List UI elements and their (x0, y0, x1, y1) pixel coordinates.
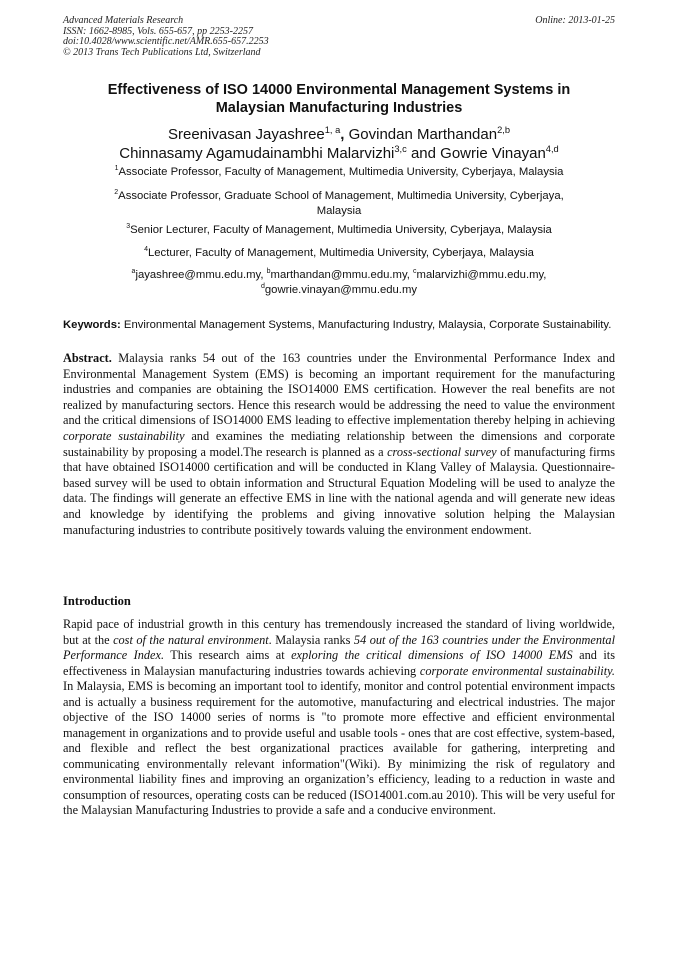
affiliation-text: Lecturer, Faculty of Management, Multimedia University, Cyberjaya, Malaysia (147, 247, 534, 259)
author-name: Sreenivasan Jayashree (168, 126, 325, 143)
email-list (40, 268, 638, 298)
email-sup: b (266, 268, 271, 276)
abstract-label: Abstract. (63, 351, 112, 365)
journal-name: Advanced Materials Research (63, 15, 184, 26)
keywords-text: Environmental Management Systems, Manufacturing Industry, Malaysia, Corporate Sustainability. (120, 319, 612, 331)
affiliation-text: Senior Lecturer, Faculty of Management, Multimedia University, Cyberjaya, Malaysia (130, 224, 552, 236)
intro-emphasis: corporate environmental sustainability. (419, 663, 615, 678)
email-sup: c (413, 268, 417, 276)
keywords-label: Keywords: (63, 319, 121, 331)
author-line-2 (40, 144, 638, 163)
paper-title (63, 81, 615, 117)
affiliation-text: Associate Professor, Faculty of Management, Multimedia University, Cyberjaya, Malaysia (118, 166, 564, 178)
intro-text: In Malaysia, EMS is becoming an important tool to identify, monitor and control potential environment impacts and is actually a business requirement for the automotive, manufacturing and electrical industries. The major objective of the ISO 14000 series of norms is "to promote more effective and efficient environmental management in organizations and to provide useful and usable tools - ones that are cost effective, system-based, and flexible and reflect the best organizational practices available for gathering, interpreting and communicating environmentally relevant information"(Wiki). By minimizing the risk of regulatory and environmental liability fines and improving an organization’s efficiency, leading to a reduction in waste and consumption of resources, operating costs can be reduced (ISO14001.com.au 2010). This will be very useful for the Malaysian Manufacturing Industries to provide a safe and a conducive environment. (63, 679, 615, 817)
affiliation-sup: 3 (126, 223, 131, 231)
intro-text: and its effectiveness in Malaysian manufacturing industries towards achieving (63, 648, 615, 678)
author-sup: 3,c (394, 144, 407, 154)
journal-doi: doi:10.4028/www.scientific.net/AMR.655-657.2253 (63, 36, 269, 47)
keywords (63, 318, 615, 333)
abstract-emphasis: cross-sectional survey (387, 444, 497, 459)
author-separator: , (340, 126, 349, 143)
section-heading-introduction: Introduction (63, 594, 131, 608)
abstract-text: of manufacturing firms that have obtained ISO14000 certification and will be conducted in Klang Valley of Malaysia. Questionnaire-based survey will be used to obtain information and Structural Equation Modeling will be used to analyze the data. The findings will generate an effective EMS in line with the national agenda and will generate new ideas and knowledge by identifying the problems and giving innovative solution helping the Malaysian manufacturing industries to contribute positively towards valuing the environment endowment. (63, 444, 615, 537)
title-line-1: Effectiveness of ISO 14000 Environmental Management Systems in (107, 82, 571, 98)
abstract-text: and examines the mediating relationship between the dimensions and corporate sustainability by proposing a model.The research is planned as a (63, 428, 616, 459)
email-sup: a (131, 268, 136, 276)
email-b: marthandan@mmu.edu.my, (270, 269, 414, 281)
affiliation-text: Associate Professor, Graduate School of Management, Multimedia University, Cyberjaya, (118, 190, 564, 202)
author-name: Gowrie Vinayan (440, 145, 546, 162)
affiliation-4 (40, 246, 638, 261)
journal-info (63, 16, 443, 58)
affiliation-2 (40, 189, 638, 219)
title-line-2: Malaysian Manufacturing Industries (215, 100, 463, 116)
intro-emphasis: 54 out of the 163 countries under the Environmental Performance Index. (63, 632, 615, 662)
author-sup: 2,b (497, 125, 510, 135)
online-date: Online: 2013-01-25 (535, 15, 615, 26)
affiliation-sup: 1 (114, 165, 119, 173)
intro-emphasis: exploring the critical dimensions of ISO 14000 EMS (291, 648, 573, 662)
author-separator: and (406, 145, 441, 162)
affiliation-sup: 2 (114, 189, 119, 197)
email-c: malarvizhi@mmu.edu.my, (416, 269, 547, 281)
author-sup: 4,d (545, 144, 559, 154)
intro-text: . Malaysia ranks (268, 632, 354, 647)
email-sup: d (260, 283, 265, 291)
introduction-paragraph (63, 617, 615, 819)
author-name: Chinnasamy Agamudainambhi Malarvizhi (119, 145, 395, 162)
intro-text: Rapid pace of industrial growth in this century has tremendously increased the standard of living worldwide, but at the (63, 617, 615, 647)
intro-emphasis: cost of the natural environment (113, 632, 269, 647)
abstract-text: Malaysia ranks 54 out of the 163 countries under the Environmental Performance Index and Environmental Management System (EMS) is becoming an important requirement for the manufacturing industries and companies are obtaining the ISO14000 EMS certification. However the real benefits are not realized by manufacturing sectors. Hence this research would be addressing the need to value the environment and the critical dimensions of ISO14000 EMS leading to effective implementation thereby helping in achieving (63, 351, 615, 428)
abstract-emphasis: corporate sustainability (63, 428, 185, 443)
email-d: gowrie.vinayan@mmu.edu.my (264, 284, 418, 296)
author-name: Govindan Marthandan (348, 126, 498, 143)
affiliation-sup: 4 (144, 246, 148, 254)
abstract (63, 351, 615, 538)
intro-text: This research aims at (164, 648, 292, 662)
author-line-1 (40, 125, 638, 144)
affiliation-3 (40, 223, 638, 238)
affiliation-1 (40, 165, 638, 180)
journal-copyright: © 2013 Trans Tech Publications Ltd, Switzerland (63, 46, 261, 58)
journal-issn: ISSN: 1662-8985, Vols. 655-657, pp 2253-2257 (63, 25, 253, 37)
email-a: jayashree@mmu.edu.my, (135, 269, 267, 281)
author-sup: 1, a (324, 125, 341, 135)
affiliation-text: Malaysia (316, 205, 362, 217)
author-list (40, 125, 638, 163)
